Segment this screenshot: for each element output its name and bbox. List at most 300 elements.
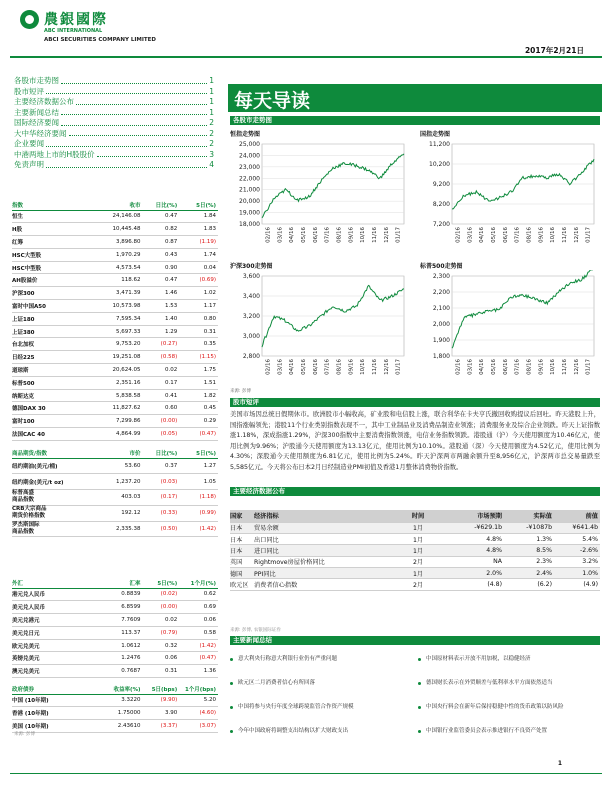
table-cell: (0.00) — [143, 601, 180, 614]
table-cell: 0.43 — [143, 248, 180, 261]
toc-leader — [61, 76, 207, 84]
table-cell: PPI同比 — [254, 568, 384, 579]
table-row — [12, 364, 218, 377]
toc-item[interactable] — [14, 150, 214, 161]
table-cell: 5,697.33 — [85, 325, 142, 338]
table-cell: 贸易余额 — [254, 522, 384, 533]
table-header — [12, 448, 218, 458]
chart-sp500 — [420, 270, 600, 388]
y-tick-label: 3,600 — [242, 273, 260, 280]
toc-page: 3 — [209, 149, 214, 159]
table-cell: 1月 — [384, 522, 454, 533]
table-cell: 道琼斯 — [12, 364, 85, 377]
header-cell: 日比(%) — [143, 200, 180, 210]
x-tick-label: 08/16 — [526, 359, 533, 375]
toc-page: 4 — [209, 160, 214, 169]
table-row — [230, 556, 600, 567]
table-cell: 美元兑日元 — [12, 626, 85, 639]
table-cell: 1,237.20 — [85, 474, 142, 490]
header-cell: 指数 — [12, 200, 85, 210]
table-cell: 1.75000 — [85, 707, 142, 720]
table-cell: 53.60 — [85, 458, 142, 474]
table-cell: 0.80 — [179, 312, 218, 325]
table-cell: 0.8839 — [85, 588, 142, 601]
x-tick-label: 01/17 — [585, 359, 592, 375]
chart-hsi — [230, 138, 410, 256]
table-cell: 1.2476 — [85, 652, 142, 665]
chart-hscei — [420, 138, 600, 256]
table-cell: -¥629.1b — [454, 522, 504, 533]
table-cell: (3.37) — [143, 720, 180, 733]
table-cell: 5.4% — [554, 533, 600, 544]
table-cell: 8.5% — [504, 545, 554, 556]
table-header — [230, 510, 600, 522]
y-tick-label: 23,000 — [239, 163, 260, 171]
news-item: 中国将参与央行年度全球跨境监管合作资产规模 — [230, 702, 410, 712]
table-row — [230, 545, 600, 556]
x-tick-label: 09/16 — [538, 359, 545, 375]
table-cell: 3.2% — [554, 556, 600, 567]
table-cell: HSC大型股 — [12, 248, 85, 261]
table-cell: 1.46 — [143, 287, 180, 300]
toc-page: 1 — [209, 107, 214, 117]
table-cell: 2.4% — [504, 568, 554, 579]
table-cell: (1.42) — [179, 521, 218, 537]
y-tick-label: 2,800 — [242, 353, 260, 360]
table-cell: (1.42) — [179, 639, 218, 652]
table-row — [12, 639, 218, 652]
header-cell: 前值 — [554, 510, 600, 522]
table-row — [12, 274, 218, 287]
table-cell: 0.47 — [143, 274, 180, 287]
table-cell: 进口同比 — [254, 545, 384, 556]
table-cell: 4,573.54 — [85, 261, 142, 274]
x-tick-label: 06/16 — [312, 359, 319, 375]
table-cell: 10,445.48 — [85, 223, 142, 236]
table-cell: 4.8% — [454, 533, 504, 544]
y-tick-label: 1,900 — [432, 337, 450, 344]
table-cell: 2.43610 — [85, 720, 142, 733]
table-cell: 20,624.05 — [85, 364, 142, 377]
table-cell: (4.8) — [454, 579, 504, 590]
toc-leader — [61, 118, 207, 126]
table-cell: 0.32 — [143, 639, 180, 652]
x-tick-label: 12/16 — [573, 359, 580, 375]
table-cell: 1.29 — [143, 325, 180, 338]
table-cell: CRB大宗商品 期货价格指数 — [12, 505, 85, 521]
toc-item[interactable] — [14, 118, 214, 129]
table-cell: 118.62 — [85, 274, 142, 287]
y-tick-label: 11,200 — [429, 141, 450, 148]
table-cell: 0.04 — [179, 261, 218, 274]
x-tick-label: 06/16 — [502, 227, 509, 243]
toc-page: 1 — [209, 76, 214, 85]
table-header — [12, 684, 218, 694]
brand-company-name: ABCI SECURITIES COMPANY LIMITED — [44, 37, 156, 43]
y-tick-label: 3,200 — [242, 313, 260, 320]
header-cell: 汇率 — [85, 578, 142, 588]
x-tick-label: 08/16 — [526, 227, 533, 243]
table-cell: 德国DAX 30 — [12, 402, 85, 415]
table-cell: 1月 — [384, 568, 454, 579]
y-tick-label: 2,200 — [432, 289, 450, 296]
x-tick-label: 10/16 — [550, 227, 557, 243]
x-tick-label: 12/16 — [383, 227, 390, 243]
table-cell: 2月 — [384, 579, 454, 590]
table-cell: 1.83 — [179, 223, 218, 236]
table-cell: -2.6% — [554, 545, 600, 556]
x-tick-label: 08/16 — [336, 359, 343, 375]
x-tick-label: 07/16 — [514, 227, 521, 243]
header-cell: 政府债券 — [12, 684, 85, 694]
table-cell: 7,299.86 — [85, 415, 142, 428]
table-cell: 5,838.58 — [85, 389, 142, 402]
table-cell: AH股溢价 — [12, 274, 85, 287]
table-cell: 0.47 — [143, 210, 180, 223]
table-cell: (6.2) — [504, 579, 554, 590]
table-cell: 1,970.29 — [85, 248, 142, 261]
table-row — [230, 579, 600, 590]
table-cell: 2.3% — [504, 556, 554, 567]
toc-label: 大中华经济要闻 — [14, 128, 67, 138]
toc-leader — [46, 160, 207, 168]
toc-leader — [46, 87, 207, 95]
news-item: 欧元区二月消费者信心有所回落 — [230, 678, 410, 688]
x-tick-label: 11/16 — [371, 359, 378, 375]
table-row — [12, 223, 218, 236]
table-cell: 1.36 — [179, 665, 218, 678]
x-tick-label: 02/16 — [265, 359, 272, 375]
table-cell: 3.3220 — [85, 694, 142, 707]
table-row — [12, 338, 218, 351]
table-cell: 0.58 — [179, 626, 218, 639]
toc-item[interactable] — [14, 129, 214, 140]
table-cell: (3.07) — [179, 720, 218, 733]
toc-page: 1 — [209, 97, 214, 106]
toc-label: 企业要闻 — [14, 139, 44, 148]
table-cell: 1.27 — [179, 458, 218, 474]
table-cell: 0.17 — [143, 376, 180, 389]
table-cell: 0.31 — [143, 665, 180, 678]
table-cell: 2.0% — [454, 568, 504, 579]
toc-item[interactable] — [14, 108, 214, 119]
table-cell: 0.29 — [179, 415, 218, 428]
table-cell: (0.33) — [143, 505, 180, 521]
table-cell: 1.02 — [179, 287, 218, 300]
page-number: 1 — [557, 760, 563, 767]
footer-divider — [10, 773, 602, 774]
table-cell: 0.62 — [179, 588, 218, 601]
chart-title-csi300: 沪深300走势图 — [230, 263, 273, 270]
x-tick-label: 02/16 — [455, 227, 462, 243]
table-cell: NA — [454, 556, 504, 567]
table-cell: (0.79) — [143, 626, 180, 639]
table-row — [12, 694, 218, 707]
section-econ: 主要经济数据公布 — [230, 487, 600, 496]
header-cell: 实际值 — [504, 510, 554, 522]
table-cell: 24,146.08 — [85, 210, 142, 223]
table-cell: 113.37 — [85, 626, 142, 639]
table-header — [12, 578, 218, 588]
header-cell: 外汇 — [12, 578, 85, 588]
table-cell: 1月 — [384, 545, 454, 556]
table-cell: 9,753.20 — [85, 338, 142, 351]
table-row — [12, 665, 218, 678]
x-tick-label: 11/16 — [371, 227, 378, 243]
table-cell: 1.3% — [504, 533, 554, 544]
table-row — [12, 521, 218, 537]
table-cell: 3,896.80 — [85, 236, 142, 249]
table-cell: 0.06 — [179, 614, 218, 627]
econ-source: 来源: 彭博, 农银国际证券 — [230, 628, 281, 633]
toc-item[interactable] — [14, 87, 214, 98]
header-cell: 1个月(%) — [179, 578, 218, 588]
table-cell: 上证180 — [12, 312, 85, 325]
table-cell: 纳斯达克 — [12, 389, 85, 402]
header-cell: 5日(%) — [179, 448, 218, 458]
chart-csi300 — [230, 270, 410, 388]
page-title: 每天导读 — [234, 90, 311, 112]
table-cell: 沪深300 — [12, 287, 85, 300]
header-cell: 国家 — [230, 510, 254, 522]
table-cell: 台北加权 — [12, 338, 85, 351]
toc-label: 股市短评 — [14, 86, 44, 96]
x-tick-label: 05/16 — [300, 359, 307, 375]
y-tick-label: 18,000 — [239, 221, 260, 228]
x-tick-label: 01/17 — [395, 227, 402, 243]
table-cell: 0.37 — [143, 458, 180, 474]
toc-label: 各股市走势图 — [14, 76, 59, 85]
y-tick-label: 22,000 — [239, 175, 260, 183]
table-cell: 19,251.08 — [85, 351, 142, 364]
table-cell: (0.50) — [143, 521, 180, 537]
x-tick-label: 08/16 — [336, 227, 343, 243]
toc-page: 2 — [209, 128, 214, 138]
table-cell: 403.03 — [85, 490, 142, 506]
chart-title-sp500: 标普500走势图 — [420, 263, 463, 270]
table-cell: 富时中国A50 — [12, 300, 85, 313]
y-tick-label: 2,000 — [432, 321, 450, 328]
table-cell: (0.99) — [179, 505, 218, 521]
table-cell: 红筹 — [12, 236, 85, 249]
x-tick-label: 09/16 — [538, 227, 545, 243]
x-tick-label: 03/16 — [277, 227, 284, 243]
y-tick-label: 20,000 — [239, 198, 260, 206]
table-cell: 澳元兑美元 — [12, 665, 85, 678]
table-cell: 恒生 — [12, 210, 85, 223]
header-cell: 市场预期 — [454, 510, 504, 522]
toc-item[interactable] — [14, 139, 214, 150]
table-cell: 标普500 — [12, 376, 85, 389]
table-row — [12, 428, 218, 441]
table-cell: 日本 — [230, 533, 254, 544]
news-item: 今年中国政府将调整支出结构以扩大财政支出 — [230, 726, 410, 736]
x-tick-label: 09/16 — [348, 227, 355, 243]
market-commentary: 美国市场因总统日假期休市。欧洲股市小幅收高，矿业股和电信股上涨，联合利华在卡夫亨氏撤回收购提议后回吐。昨天港股上升，国指涨幅领先；港股11个行业类别指数表现不一，其中工业制品业及消费品制造业领涨；消费服务业及综合企业领跌。昨天上证指数涨1.18%，深成指涨1.29%，沪深300指数中主要消费指数领涨，电信业务指数领跌。港股通（沪）今天使用额度为10.46亿元，使用比例为9.96%；沪股通今天使用额度为13.13亿元，使用比例为10.10%。港股通（深）今天使用额度为4.52亿元，使用比例为4.30%；深股通今天使用额度为6.81亿元，使用比例为5.24%。昨天沪深两市两融余额升至8,956亿元，沪深两市总交易量跌至5,585亿元。今天将公布日本2月日经制造业PMI初值及香港1月整体消费物价指数。 — [230, 411, 600, 471]
table-cell: 0.31 — [179, 325, 218, 338]
table-cell: 0.45 — [179, 402, 218, 415]
table-cell: 纽约期金(美元/t oz) — [12, 474, 85, 490]
table-cell: 日本 — [230, 545, 254, 556]
y-tick-label: 19,000 — [239, 209, 260, 217]
x-tick-label: 04/16 — [289, 227, 296, 243]
y-tick-label: 8,200 — [432, 201, 450, 208]
y-tick-label: 10,200 — [429, 161, 450, 168]
table-cell: 纽约期油(美元/桶) — [12, 458, 85, 474]
toc-label: 主要经济数据公布 — [14, 97, 74, 106]
table-cell: 1.82 — [179, 389, 218, 402]
header-cell: 5日(bps) — [143, 684, 180, 694]
table-cell: 1.0% — [554, 568, 600, 579]
table-cell: 7,595.34 — [85, 312, 142, 325]
toc-label: 免责声明 — [14, 160, 44, 169]
table-row — [12, 720, 218, 733]
x-tick-label: 03/16 — [467, 359, 474, 375]
table-cell: 标普高盛 商品指数 — [12, 490, 85, 506]
y-tick-label: 2,300 — [432, 273, 450, 280]
series-line — [262, 154, 404, 218]
news-item: 德国财长表示在外贸顺差与低利率水平方面依然适当 — [418, 678, 598, 688]
table-cell: 2月 — [384, 556, 454, 567]
table-row — [12, 376, 218, 389]
table-of-contents — [14, 76, 214, 171]
table-cell: 法国CAC 40 — [12, 428, 85, 441]
x-tick-label: 01/17 — [585, 227, 592, 243]
table-cell: (9.90) — [143, 694, 180, 707]
table-cell: 0.02 — [143, 364, 180, 377]
table-cell: 0.02 — [143, 614, 180, 627]
table-cell: 2,335.38 — [85, 521, 142, 537]
table-cell: 日经225 — [12, 351, 85, 364]
table-cell: 日本 — [230, 522, 254, 533]
table-cell: 1.40 — [143, 312, 180, 325]
table-row — [12, 505, 218, 521]
toc-page: 2 — [209, 139, 214, 148]
table-cell: 1.05 — [179, 474, 218, 490]
x-tick-label: 01/17 — [395, 359, 402, 375]
table-cell: (1.19) — [179, 236, 218, 249]
table-row — [12, 707, 218, 720]
table-row — [230, 522, 600, 533]
x-tick-label: 06/16 — [312, 227, 319, 243]
table-cell: 0.90 — [143, 261, 180, 274]
table-cell: 港元兑人民币 — [12, 588, 85, 601]
x-tick-label: 05/16 — [490, 227, 497, 243]
x-tick-label: 02/16 — [455, 359, 462, 375]
header-cell: 5日(%) — [143, 578, 180, 588]
table-cell: 11,827.62 — [85, 402, 142, 415]
x-tick-label: 03/16 — [467, 227, 474, 243]
y-tick-label: 3,000 — [242, 333, 260, 340]
news-item: 中国央行料会在新年后保持稳健中性的货币政策以防风险 — [418, 702, 598, 712]
table-cell: (0.17) — [143, 490, 180, 506]
table-cell: 0.7687 — [85, 665, 142, 678]
logo-icon — [20, 10, 39, 29]
x-tick-label: 07/16 — [324, 359, 331, 375]
brand-name-cn: 農銀國際 — [44, 12, 108, 28]
table-cell: 英镑兑美元 — [12, 652, 85, 665]
table-cell: ¥641.4b — [554, 522, 600, 533]
table-cell: 4.8% — [454, 545, 504, 556]
header-cell: 1个月(bps) — [179, 684, 218, 694]
x-tick-label: 04/16 — [479, 359, 486, 375]
x-tick-label: 11/16 — [561, 227, 568, 243]
section-market-comment: 股市短评 — [230, 398, 600, 407]
table-cell: 10,573.98 — [85, 300, 142, 313]
table-cell: (0.03) — [143, 474, 180, 490]
econ-data-table — [230, 510, 600, 591]
y-tick-label: 25,000 — [239, 141, 260, 148]
table-cell: 192.12 — [85, 505, 142, 521]
table-cell: 6.8599 — [85, 601, 142, 614]
x-tick-label: 12/16 — [573, 227, 580, 243]
table-cell: 欧元区 — [230, 579, 254, 590]
table-cell: (0.47) — [179, 652, 218, 665]
toc-item[interactable] — [14, 76, 214, 87]
table-cell: 0.82 — [143, 223, 180, 236]
table-row — [230, 568, 600, 579]
header-cell: 5日(%) — [179, 200, 218, 210]
table-row — [12, 652, 218, 665]
toc-item[interactable] — [14, 160, 214, 171]
table-row — [12, 389, 218, 402]
table-cell: 欧元兑美元 — [12, 639, 85, 652]
table-cell: 3,471.39 — [85, 287, 142, 300]
x-tick-label: 10/16 — [360, 359, 367, 375]
x-tick-label: 07/16 — [514, 359, 521, 375]
commodity-table — [12, 448, 218, 537]
toc-leader — [97, 150, 208, 158]
report-date: 2017年2月21日 — [524, 46, 584, 55]
table-cell: 香港 (10年期) — [12, 707, 85, 720]
section-news: 主要新闻总结 — [230, 636, 600, 645]
table-cell: 1.17 — [179, 300, 218, 313]
table-cell: 富时100 — [12, 415, 85, 428]
table-row — [12, 248, 218, 261]
news-item: 意大利央行称意大利银行业仍有严重问题 — [230, 654, 410, 664]
y-tick-label: 24,000 — [239, 152, 260, 160]
table-cell: (0.47) — [179, 428, 218, 441]
x-tick-label: 07/16 — [324, 227, 331, 243]
toc-label: 主要新闻总结 — [14, 107, 59, 117]
news-item: 中国原材料表示开放不用加税，以稳健经济 — [418, 654, 598, 664]
table-cell: 上证380 — [12, 325, 85, 338]
table-cell: (1.18) — [179, 490, 218, 506]
table-cell: 0.06 — [143, 652, 180, 665]
x-tick-label: 10/16 — [360, 227, 367, 243]
x-tick-label: 03/16 — [277, 359, 284, 375]
header-cell: 时间 — [384, 510, 454, 522]
table-cell: 美元兑人民币 — [12, 601, 85, 614]
brand-name-en: ABC INTERNATIONAL — [44, 28, 103, 34]
plot-frame — [262, 144, 404, 224]
table-cell: 4,864.99 — [85, 428, 142, 441]
table-row — [12, 474, 218, 490]
header-cell: 经济指标 — [254, 510, 384, 522]
chart-title-hscei: 国指走势图 — [420, 131, 451, 138]
table-cell: 美国 (10年期) — [12, 720, 85, 733]
table-cell: 3.90 — [143, 707, 180, 720]
x-tick-label: 12/16 — [383, 359, 390, 375]
table-cell: (4.60) — [179, 707, 218, 720]
table-row — [12, 458, 218, 474]
table-row — [12, 626, 218, 639]
table-cell: 2,351.16 — [85, 376, 142, 389]
toc-item[interactable] — [14, 97, 214, 108]
x-tick-label: 04/16 — [289, 359, 296, 375]
table-cell: 1.75 — [179, 364, 218, 377]
table-row — [12, 490, 218, 506]
